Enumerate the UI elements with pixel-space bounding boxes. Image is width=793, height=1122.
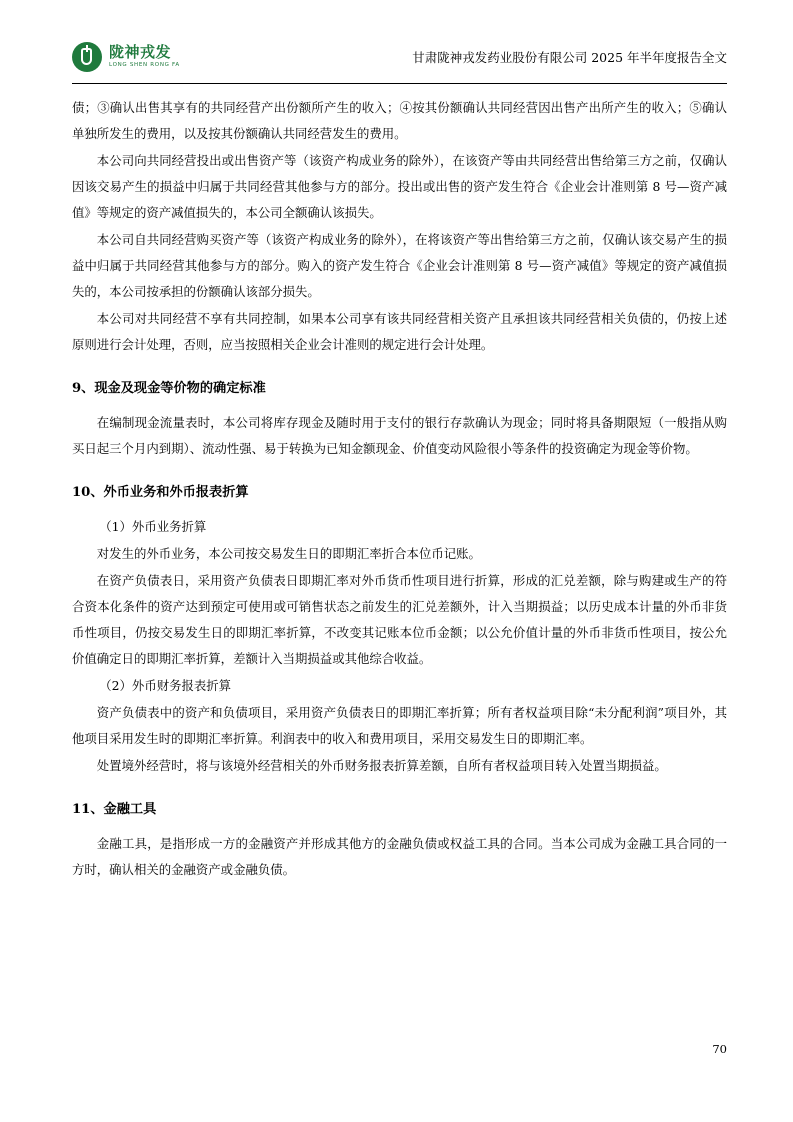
- subsection-heading-10-1: （1）外币业务折算: [99, 519, 207, 534]
- logo-company-name-cn: 陇神戎发: [109, 43, 172, 62]
- paragraph: 本公司对共同经营不享有共同控制，如果本公司享有该共同经营相关资产且承担该共同经营相关负债的，仍按上述原则进行会计处理，否则，应当按照相关企业会计准则的规定进行会计处理。: [72, 311, 727, 352]
- paragraph: 对发生的外币业务，本公司按交易发生日的即期汇率折合本位币记账。: [96, 546, 481, 561]
- page-number: 70: [712, 1042, 727, 1056]
- header-divider: [72, 83, 727, 84]
- paragraph: 资产负债表中的资产和负债项目，采用资产负债表日的即期汇率折算；所有者权益项目除“未分配利润”项目外，其他项目采用发生时的即期汇率折算。利润表中的收入和费用项目，采用交易发生日的即期汇率。: [72, 705, 727, 746]
- report-header-title: 甘肃陇神戎发药业股份有限公司 2025 年半年度报告全文: [412, 50, 727, 65]
- paragraph: 债；③确认出售其享有的共同经营产出份额所产生的收入；④按其份额确认共同经营因出售产出所产生的收入；⑤确认单独所发生的费用，以及按其份额确认共同经营发生的费用。: [72, 100, 727, 141]
- subsection-heading-10-2: （2）外币财务报表折算: [99, 678, 232, 693]
- logo-text: [109, 45, 180, 69]
- paragraph: 处置境外经营时，将与该境外经营相关的外币财务报表折算差额，自所有者权益项目转入处置当期损益。: [96, 758, 667, 773]
- section-heading-11: 11、金融工具: [72, 802, 157, 817]
- section-heading-9: 9、现金及现金等价物的确定标准: [72, 381, 266, 396]
- logo-emblem-icon: [72, 42, 102, 72]
- company-logo: [72, 42, 180, 72]
- section-heading-10: 10、外币业务和外币报表折算: [72, 485, 249, 500]
- paragraph: 本公司自共同经营购买资产等（该资产构成业务的除外），在将该资产等出售给第三方之前，仅确认该交易产生的损益中归属于共同经营其他参与方的部分。购入的资产发生符合《企业会计准则第 8 号—资产减值》等规定的资产减值损失的，本公司按承担的份额确认该部分损失。: [72, 232, 727, 299]
- logo-company-name-en: LONG SHEN RONG FA: [109, 61, 180, 68]
- paragraph: 在资产负债表日，采用资产负债表日即期汇率对外币货币性项目进行折算，形成的汇兑差额，除与购建或生产的符合资本化条件的资产达到预定可使用或可销售状态之前发生的汇兑差额外，计入当期损益；以历史成本计量的外币非货币性项目，仍按交易发生日的即期汇率折算，不改变其记账本位币金额；以公允价值计量的外币非货币性项目，按公允价值确定日的即期汇率折算，差额计入当期损益或其他综合收益。: [72, 573, 727, 666]
- paragraph: 金融工具，是指形成一方的金融资产并形成其他方的金融负债或权益工具的合同。当本公司成为金融工具合同的一方时，确认相关的金融资产或金融负债。: [72, 836, 727, 877]
- page-content: [72, 95, 727, 884]
- paragraph: 在编制现金流量表时，本公司将库存现金及随时用于支付的银行存款确认为现金；同时将具备期限短（一般指从购买日起三个月内到期）、流动性强、易于转换为已知金额现金、价值变动风险很小等条件的投资确定为现金等价物。: [72, 415, 727, 456]
- paragraph: 本公司向共同经营投出或出售资产等（该资产构成业务的除外），在该资产等由共同经营出售给第三方之前，仅确认因该交易产生的损益中归属于共同经营其他参与方的部分。投出或出售的资产发生符合《企业会计准则第 8 号—资产减值》等规定的资产减值损失的，本公司全额确认该损失。: [72, 153, 727, 220]
- page-header: [72, 36, 727, 78]
